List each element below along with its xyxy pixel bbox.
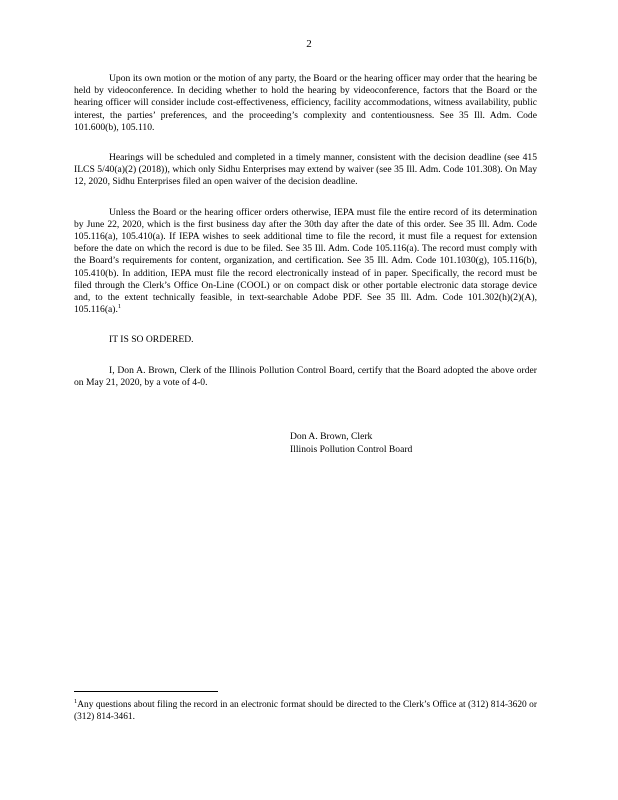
order-body xyxy=(74,73,537,456)
videoconference-paragraph: Upon its own motion or the motion of any party, the Board or the hearing officer may order that the hearing be held by videoconference. In deciding whether to hold the hearing by videoconference, factors that the Board or the hearing officer will consider include cost-effectiveness, efficiency, facility accommodations, witness availability, public interest, the parties’ preferences, and the proceeding’s complexity and contentiousness. See 35 Ill. Adm. Code 101.600(b), 105.110. xyxy=(74,73,537,133)
signature-block xyxy=(290,431,537,456)
footnote-divider xyxy=(74,691,218,692)
record-filing-text: Unless the Board or the hearing officer orders otherwise, IEPA must file the entire record of its determination by June 22, 2020, which is the first business day after the 30th day after the date of this order. See 35 Ill. Adm. Code 105.116(a), 105.410(a). If IEPA wishes to seek additional time to file the record, it must file a request for extension before the date on which the record is due to be filed. See 35 Ill. Adm. Code 105.116(a). The record must comply with the Board’s requirements for content, organization, and certification. See 35 Ill. Adm. Code 101.1030(g), 105.116(b), 105.410(b). In addition, IEPA must file the record electronically instead of in paper. Specifically, the record must be filed through the Clerk’s Office On-Line (COOL) or on compact disk or other portable electronic data storage device and, to the extent technically feasible, in text-searchable Adobe PDF. See 35 Ill. Adm. Code 101.302(h)(2)(A), 105.116(a). xyxy=(74,206,537,316)
signature-org: Illinois Pollution Control Board xyxy=(290,443,413,455)
footnote-text: Any questions about filing the record in an electronic format should be directed to the Clerk’s Office at (312) 814-3620 or (312) 814-3461. xyxy=(74,700,537,723)
footnote-marker: 1 xyxy=(74,697,78,705)
footnote-reference: 1 xyxy=(117,303,122,311)
footnote xyxy=(74,699,537,723)
so-ordered: IT IS SO ORDERED. xyxy=(109,334,194,346)
record-filing-paragraph xyxy=(74,207,537,317)
hearing-schedule-paragraph: Hearings will be scheduled and completed in a timely manner, consistent with the decision deadline (see 415 ILCS 5/40(a)(2) (2018)), which only Sidhu Enterprises may extend by waiver (see 35 Ill. Adm. Code 101.308). On May 12, 2020, Sidhu Enterprises filed an open waiver of the decision deadline. xyxy=(74,152,537,188)
signature-name: Don A. Brown, Clerk xyxy=(290,431,373,443)
page-number: 2 xyxy=(306,38,312,50)
clerk-certification: I, Don A. Brown, Clerk of the Illinois Pollution Control Board, certify that the Board adopted the above order on May 21, 2020, by a vote of 4-0. xyxy=(74,364,537,388)
